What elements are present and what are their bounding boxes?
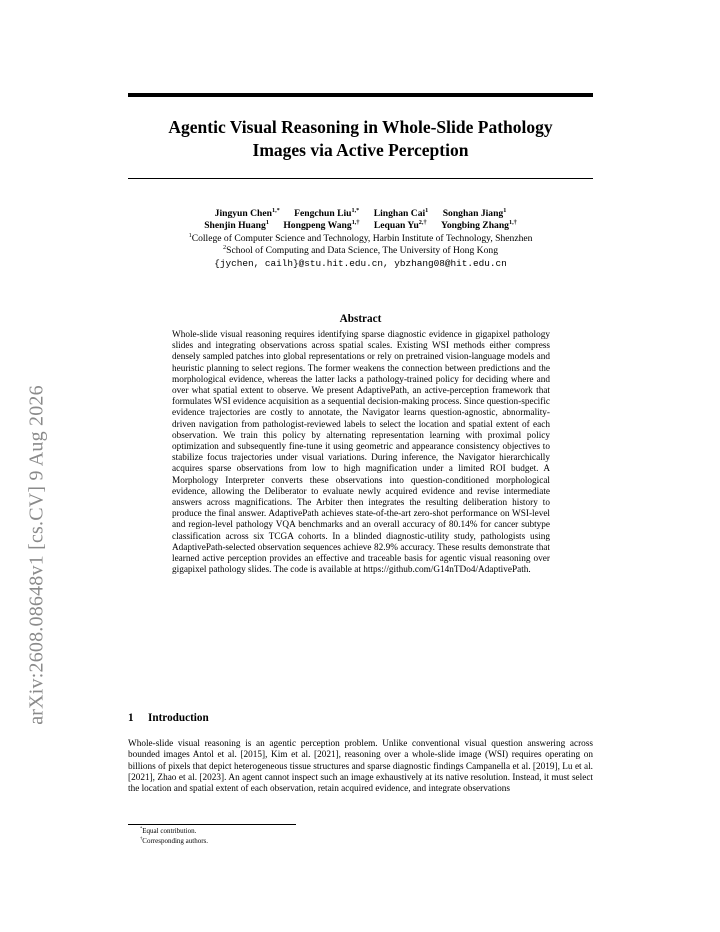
title-top-rule [128, 93, 593, 97]
author: Fengchun Liu$^{1,*}$ [294, 206, 360, 219]
abstract-text: Whole-slide visual reasoning requires identifying sparse diagnostic evidence in gigapixel pathology slides and integrating observations across spatial scales. Existing WSI methods either compress densely sampled patches into global representations or rely on pretrained vision-language models and heuristic planning to select regions. The former weakens the connection between predictions and the morphological evidence, whereas the latter lacks a pathology-trained policy for deciding where and over what spatial extent to observe. We present AdaptivePath, an active-perception framework that formulates WSI evidence acquisition as a sequential decision-making process. Since question-specific evidence trajectories are costly to annotate, the Navigator learns question-agnostic, abnormality-driven navigation from pathologist-reviewed labels to select the location and spatial extent of each observation. We train this policy by alternating representation learning with proximal policy optimization and subsequently fine-tune it using geometric and appearance consistency objectives to stabilize focus trajectories under visual variations. During inference, the Navigator hierarchically acquires sparse observations from low to high magnification under a limited ROI budget. A Morphology Interpreter converts these observations into question-conditioned morphological evidence, allowing the Deliberator to evaluate newly acquired evidence and revise intermediate answers across magnifications. The Arbiter then integrates the resulting deliberation history to produce the final answer. AdaptivePath achieves state-of-the-art zero-shot performance on WSI-level and region-level pathology VQA benchmarks and an overall accuracy of 80.14% for cancer subtype classification across six TCGA cohorts. In a blinded diagnostic-utility study, pathologists using AdaptivePath-selected observation sequences achieve 82.9% accuracy. These results demonstrate that learned active perception provides an effective and traceable basis for agentic visual reasoning over gigapixel pathology slides. The code is available at https://github.com/G14nTDo4/AdaptivePath. [172, 330, 550, 576]
author: Yongbing Zhang$^{1,\dagger}$ [440, 219, 517, 232]
footnote-corresponding-authors: †Corresponding authors. [140, 835, 208, 845]
author: Lequan $Yu^{2,\dagger}$ [373, 219, 427, 232]
paper-title-line-1: Agentic Visual Reasoning in Whole-Slide Pathology [168, 117, 553, 137]
paper-title-line-2: Images via Active Perception [252, 140, 469, 160]
arxiv-identifier [22, 345, 52, 765]
footnote-equal-contribution: *Equal contribution. [140, 825, 197, 835]
section-title: Introduction [148, 712, 209, 724]
paper-title [128, 116, 593, 162]
affiliation-2: $^2$School of Computing and Data Science, The University of Hong Kong [223, 244, 498, 257]
author: Shenjin Huang$^1$ [204, 219, 269, 232]
section-heading-introduction [128, 712, 593, 724]
footnote-rule [128, 824, 296, 825]
section-number: 1 [128, 712, 134, 724]
author: Songhan Jiang$^1$ [442, 206, 507, 219]
introduction-text: Whole-slide visual reasoning is an agentic perception problem. Unlike conventional visual question answering across bounded images Antol et al. [2015], Kim et al. [2021], reasoning over a whole-slide image (WSI) requires operating on billions of pixels that depict heterogeneous tissue structures and sparse diagnostic findings Campanella et al. [2019], Lu et al. [2021], Zhao et al. [2023]. An agent cannot inspect such an image exhaustively at its native resolution. Instead, it must select the location and spatial extent of each observation, retain acquired evidence, and integrate observations [128, 739, 593, 795]
author: Linghan Cai$^1$ [373, 206, 429, 219]
affiliation-1: $^1$College of Computer Science and Technology, Harbin Institute of Technology, Shenzhen [188, 231, 533, 244]
author: Hongpeng Wang$^{1,\dagger}$ [283, 219, 360, 232]
arxiv-identifier-text: arXiv:2608.08648v1 [cs.CV] 9 Aug 2026 [25, 385, 48, 725]
author-emails: {jychen, cailh}@stu.hit.edu.cn, ybzhang08@hit.edu.cn [214, 257, 507, 269]
author-line-2 [128, 220, 593, 232]
author-block [128, 208, 593, 270]
author: Jingyun Chen$^{1,*}$ [214, 206, 280, 219]
author-line-1 [128, 208, 593, 220]
title-bottom-rule [128, 178, 593, 179]
abstract-heading: Abstract [339, 313, 382, 325]
footnotes [140, 827, 208, 846]
